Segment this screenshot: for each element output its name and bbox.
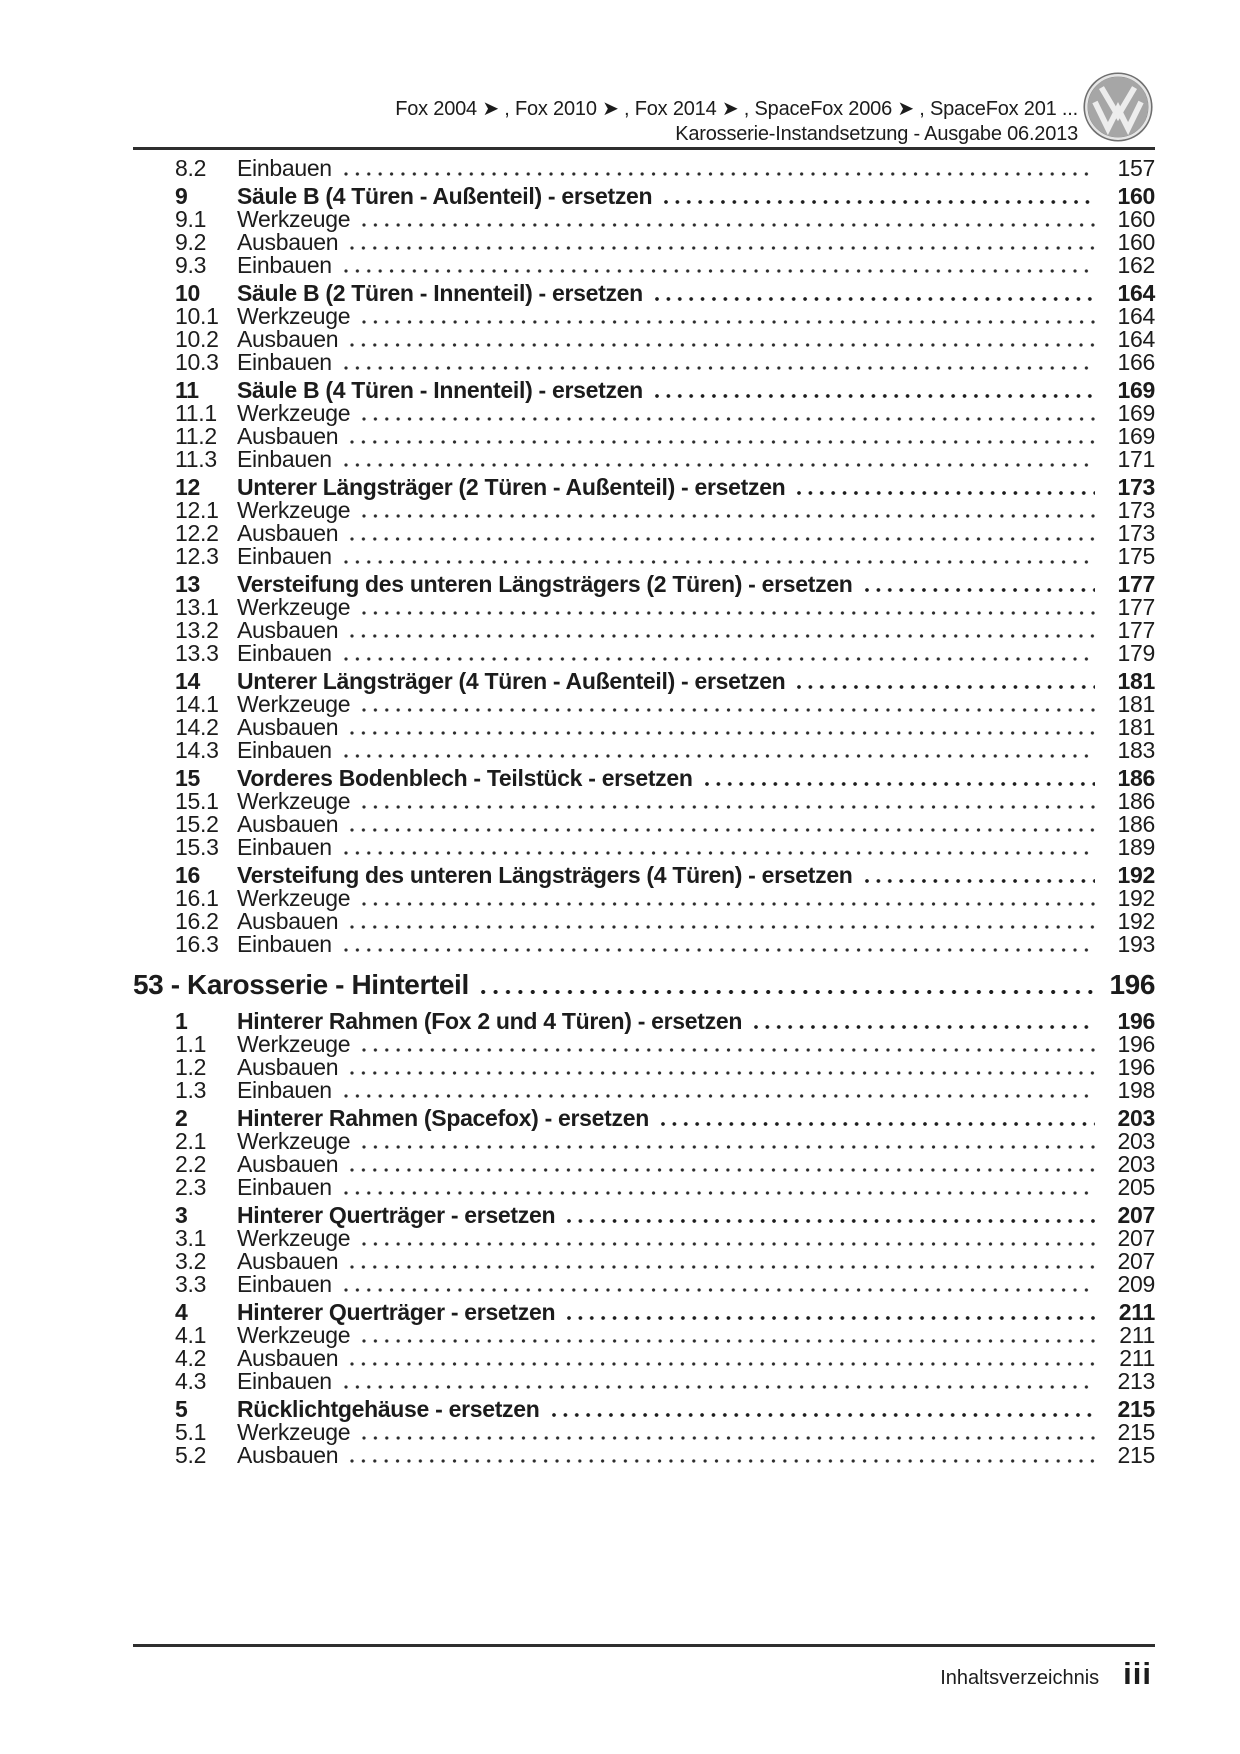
toc-entry-number: 9.1 [175, 206, 207, 232]
toc-row [133, 1056, 1155, 1079]
footer-rule [133, 1644, 1155, 1647]
toc-entry-title: Säule B (2 Türen - Innenteil) - ersetzen [237, 280, 643, 306]
toc-row [133, 282, 1155, 305]
toc-entry-number: 11.2 [175, 423, 217, 449]
toc-row [133, 642, 1155, 665]
toc-entry-title: Werkzeuge [237, 788, 351, 814]
toc-row [133, 864, 1155, 887]
toc-entry-page: 179 [1117, 640, 1155, 666]
dotted-leader [344, 366, 1095, 370]
toc-entry-number: 1.2 [175, 1054, 207, 1080]
toc-entry-page: 173 [1117, 474, 1155, 500]
toc-entry-title: 53 - Karosserie - Hinterteil [133, 969, 469, 1000]
toc-entry-page: 211 [1119, 1345, 1155, 1371]
toc-row [133, 499, 1155, 522]
toc-entry-page: 215 [1117, 1419, 1155, 1445]
toc-entry-number: 16.3 [175, 931, 219, 957]
dotted-leader [655, 394, 1095, 398]
dotted-leader [552, 1413, 1095, 1417]
dotted-leader [481, 990, 1095, 994]
toc-entry-title: Werkzeuge [237, 1419, 351, 1445]
toc-row [133, 573, 1155, 596]
toc-row [133, 1079, 1155, 1102]
toc-row [133, 1370, 1155, 1393]
toc-entry-title: Werkzeuge [237, 303, 351, 329]
toc-row [133, 1250, 1155, 1273]
toc-row [133, 1107, 1155, 1130]
toc-row [133, 790, 1155, 813]
toc-entry-page: 196 [1117, 1054, 1155, 1080]
toc-entry-number: 15.3 [175, 834, 219, 860]
toc-entry-number: 2.1 [175, 1128, 207, 1154]
dotted-leader [865, 879, 1095, 883]
toc-entry-page: 186 [1117, 765, 1155, 791]
toc-row [133, 185, 1155, 208]
dotted-leader [344, 1094, 1095, 1098]
toc-entry-title: Werkzeuge [237, 497, 351, 523]
toc-entry-number: 2 [175, 1105, 188, 1131]
toc-entry-page: 171 [1117, 446, 1155, 472]
toc-entry-number: 13.3 [175, 640, 219, 666]
toc-row [133, 739, 1155, 762]
toc-entry-number: 11.1 [175, 400, 217, 426]
toc-entry-page: 189 [1117, 834, 1155, 860]
toc-entry-title: Ausbauen [237, 1151, 339, 1177]
toc-entry-number: 11 [175, 377, 199, 403]
toc-row [133, 1301, 1155, 1324]
toc-entry-number: 16.2 [175, 908, 219, 934]
toc-entry-number: 15.2 [175, 811, 219, 837]
toc-entry-number: 8.2 [175, 155, 207, 181]
toc-entry-page: 192 [1117, 908, 1155, 934]
toc-entry-title: Einbauen [237, 155, 332, 181]
dotted-leader [797, 685, 1095, 689]
toc-entry-number: 12.1 [175, 497, 219, 523]
toc-row [133, 545, 1155, 568]
toc-entry-page: 162 [1117, 252, 1155, 278]
toc-entry-title: Einbauen [237, 931, 332, 957]
toc-entry-page: 173 [1117, 520, 1155, 546]
dotted-leader [344, 754, 1095, 758]
header-subtitle-line: Karosserie-Instandsetzung - Ausgabe 06.2013 [675, 123, 1078, 145]
toc-entry-page: 186 [1117, 788, 1155, 814]
toc-row [133, 1347, 1155, 1370]
toc-row [133, 1324, 1155, 1347]
toc-row [133, 157, 1155, 180]
dotted-leader [362, 417, 1095, 421]
toc-entry-title: Werkzeuge [237, 594, 351, 620]
dotted-leader [344, 851, 1095, 855]
dotted-leader [350, 1265, 1095, 1269]
toc-entry-number: 14.2 [175, 714, 219, 740]
toc-entry-title: Werkzeuge [237, 206, 351, 232]
toc-entry-title: Einbauen [237, 1174, 332, 1200]
toc-row [133, 1227, 1155, 1250]
toc-row [133, 1204, 1155, 1227]
toc-entry-title: Ausbauen [237, 1345, 339, 1371]
toc-entry-title: Einbauen [237, 446, 332, 472]
dotted-leader [362, 1436, 1095, 1440]
toc-row [133, 716, 1155, 739]
toc-entry-page: 203 [1117, 1105, 1155, 1131]
toc-entry-number: 16 [175, 862, 200, 888]
toc-entry-title: Unterer Längsträger (4 Türen - Außenteil) - ersetzen [237, 668, 786, 694]
toc-row [133, 1153, 1155, 1176]
toc-row [133, 305, 1155, 328]
toc-row [133, 351, 1155, 374]
toc-entry-page: 173 [1117, 497, 1155, 523]
toc-entry-number: 1.1 [175, 1031, 207, 1057]
toc-row [133, 1398, 1155, 1421]
toc-entry-title: Hinterer Querträger - ersetzen [237, 1202, 556, 1228]
dotted-leader [350, 828, 1095, 832]
dotted-leader [865, 588, 1095, 592]
toc-entry-page: 177 [1117, 594, 1155, 620]
dotted-leader [344, 1288, 1095, 1292]
dotted-leader [567, 1316, 1095, 1320]
toc-entry-number: 12.2 [175, 520, 219, 546]
toc-entry-number: 3.2 [175, 1248, 207, 1274]
toc-row [133, 1273, 1155, 1296]
dotted-leader [362, 1048, 1095, 1052]
toc-entry-page: 164 [1117, 303, 1155, 329]
dotted-leader [797, 491, 1095, 495]
toc-entry-page: 198 [1117, 1077, 1155, 1103]
toc-entry-title: Einbauen [237, 834, 332, 860]
toc-entry-page: 157 [1117, 155, 1155, 181]
toc-entry-page: 175 [1117, 543, 1155, 569]
toc-entry-title: Hinterer Rahmen (Spacefox) - ersetzen [237, 1105, 649, 1131]
toc-entry-title: Säule B (4 Türen - Innenteil) - ersetzen [237, 377, 643, 403]
toc-row [133, 933, 1155, 956]
toc-entry-number: 2.2 [175, 1151, 207, 1177]
toc-entry-number: 5.1 [175, 1419, 207, 1445]
toc-entry-number: 1.3 [175, 1077, 207, 1103]
dotted-leader [344, 172, 1095, 176]
toc-entry-title: Werkzeuge [237, 1322, 351, 1348]
dotted-leader [350, 440, 1095, 444]
toc-entry-title: Ausbauen [237, 617, 339, 643]
toc-entry-page: 203 [1117, 1128, 1155, 1154]
dotted-leader [350, 537, 1095, 541]
toc-entry-page: 177 [1117, 571, 1155, 597]
header-rule [133, 147, 1155, 150]
toc-entry-title: Versteifung des unteren Längsträgers (4 Türen) - ersetzen [237, 862, 853, 888]
toc-entry-number: 4.2 [175, 1345, 207, 1371]
toc-row [133, 522, 1155, 545]
toc-entry-title: Einbauen [237, 640, 332, 666]
dotted-leader [350, 1168, 1095, 1172]
dotted-leader [350, 1071, 1095, 1075]
toc-entry-title: Hinterer Rahmen (Fox 2 und 4 Türen) - ersetzen [237, 1008, 743, 1034]
toc-entry-page: 164 [1117, 280, 1155, 306]
toc-entry-title: Versteifung des unteren Längsträgers (2 Türen) - ersetzen [237, 571, 853, 597]
toc-entry-page: 181 [1117, 714, 1155, 740]
toc-entry-title: Ausbauen [237, 326, 339, 352]
toc-entry-title: Werkzeuge [237, 400, 351, 426]
toc-entry-title: Einbauen [237, 349, 332, 375]
toc-entry-title: Ausbauen [237, 1442, 339, 1468]
toc-entry-number: 9 [175, 183, 188, 209]
toc-entry-page: 196 [1109, 969, 1155, 1000]
toc-entry-title: Einbauen [237, 252, 332, 278]
dotted-leader [661, 1122, 1095, 1126]
toc-entry-number: 10.3 [175, 349, 219, 375]
toc-entry-title: Ausbauen [237, 908, 339, 934]
dotted-leader [362, 514, 1095, 518]
toc-entry-number: 10 [175, 280, 200, 306]
toc-row [133, 836, 1155, 859]
toc-entry-title: Ausbauen [237, 1248, 339, 1274]
toc-row [133, 1444, 1155, 1467]
toc-entry-number: 5 [175, 1396, 188, 1422]
dotted-leader [705, 782, 1095, 786]
toc-entry-number: 4.3 [175, 1368, 207, 1394]
toc-row [133, 425, 1155, 448]
toc-entry-number: 3 [175, 1202, 188, 1228]
toc-entry-number: 4 [175, 1299, 188, 1325]
toc-entry-title: Ausbauen [237, 423, 339, 449]
toc-row [133, 231, 1155, 254]
toc-row [133, 1176, 1155, 1199]
toc-entry-title: Einbauen [237, 737, 332, 763]
toc-entry-number: 16.1 [175, 885, 219, 911]
dotted-leader [362, 1145, 1095, 1149]
toc-entry-title: Werkzeuge [237, 1128, 351, 1154]
footer [940, 1656, 1152, 1692]
toc-row [133, 1130, 1155, 1153]
toc-entry-number: 5.2 [175, 1442, 207, 1468]
toc-entry-page: 183 [1117, 737, 1155, 763]
dotted-leader [344, 269, 1095, 273]
toc-entry-title: Einbauen [237, 543, 332, 569]
toc-entry-page: 192 [1117, 862, 1155, 888]
toc-entry-title: Unterer Längsträger (2 Türen - Außenteil) - ersetzen [237, 474, 786, 500]
toc-entry-page: 193 [1117, 931, 1155, 957]
toc-entry-title: Ausbauen [237, 811, 339, 837]
toc-entry-page: 205 [1117, 1174, 1155, 1200]
toc-row [133, 910, 1155, 933]
dotted-leader [664, 200, 1095, 204]
toc-entry-number: 15.1 [175, 788, 219, 814]
dotted-leader [344, 1191, 1095, 1195]
toc-row [133, 970, 1155, 1000]
dotted-leader [362, 1339, 1095, 1343]
dotted-leader [344, 1385, 1095, 1389]
dotted-leader [655, 297, 1095, 301]
dotted-leader [754, 1025, 1095, 1029]
toc-entry-number: 13.1 [175, 594, 219, 620]
toc-entry-number: 9.2 [175, 229, 207, 255]
toc-entry-number: 10.2 [175, 326, 219, 352]
dotted-leader [362, 611, 1095, 615]
dotted-leader [362, 1242, 1095, 1246]
dotted-leader [350, 731, 1095, 735]
toc-entry-page: 211 [1119, 1322, 1155, 1348]
dotted-leader [362, 902, 1095, 906]
volkswagen-logo-icon [1082, 71, 1154, 143]
toc-row [133, 693, 1155, 716]
toc-entry-number: 12.3 [175, 543, 219, 569]
toc-entry-page: 203 [1117, 1151, 1155, 1177]
toc-row [133, 379, 1155, 402]
toc-entry-page: 207 [1117, 1248, 1155, 1274]
toc-entry-number: 10.1 [175, 303, 219, 329]
toc-entry-number: 2.3 [175, 1174, 207, 1200]
toc-entry-number: 13.2 [175, 617, 219, 643]
toc-entry-number: 4.1 [175, 1322, 207, 1348]
toc-row [133, 813, 1155, 836]
toc-row [133, 476, 1155, 499]
toc-entry-page: 169 [1117, 423, 1155, 449]
toc-entry-title: Säule B (4 Türen - Außenteil) - ersetzen [237, 183, 653, 209]
footer-page-number: iii [1123, 1656, 1152, 1691]
toc-entry-title: Einbauen [237, 1368, 332, 1394]
toc-entry-number: 14.3 [175, 737, 219, 763]
toc-entry-number: 11.3 [175, 446, 217, 472]
toc-row [133, 1421, 1155, 1444]
toc-entry-page: 166 [1117, 349, 1155, 375]
toc-row [133, 596, 1155, 619]
dotted-leader [567, 1219, 1095, 1223]
toc-row [133, 670, 1155, 693]
toc-entry-title: Werkzeuge [237, 885, 351, 911]
toc-entry-title: Werkzeuge [237, 691, 351, 717]
toc-entry-title: Ausbauen [237, 1054, 339, 1080]
dotted-leader [344, 948, 1095, 952]
toc-entry-page: 160 [1117, 206, 1155, 232]
toc-row [133, 767, 1155, 790]
dotted-leader [350, 1362, 1095, 1366]
toc-entry-page: 192 [1117, 885, 1155, 911]
toc-entry-page: 169 [1117, 400, 1155, 426]
toc-row [133, 887, 1155, 910]
toc-entry-page: 207 [1117, 1225, 1155, 1251]
toc-row [133, 1010, 1155, 1033]
toc-entry-title: Hinterer Querträger - ersetzen [237, 1299, 556, 1325]
toc-entry-number: 14.1 [175, 691, 219, 717]
toc-entry-page: 215 [1117, 1442, 1155, 1468]
toc-entry-number: 14 [175, 668, 200, 694]
toc-entry-title: Rücklichtgehäuse - ersetzen [237, 1396, 540, 1422]
toc-entry-title: Ausbauen [237, 229, 339, 255]
toc-entry-number: 3.1 [175, 1225, 207, 1251]
dotted-leader [350, 925, 1095, 929]
toc-entry-page: 181 [1117, 668, 1155, 694]
dotted-leader [350, 634, 1095, 638]
toc-row [133, 448, 1155, 471]
toc-entry-number: 1 [175, 1008, 188, 1034]
dotted-leader [350, 246, 1095, 250]
toc-entry-title: Einbauen [237, 1077, 332, 1103]
toc-entry-page: 160 [1117, 229, 1155, 255]
toc-entry-page: 207 [1117, 1202, 1155, 1228]
dotted-leader [362, 708, 1095, 712]
toc-entry-page: 181 [1117, 691, 1155, 717]
toc-entry-page: 164 [1117, 326, 1155, 352]
dotted-leader [362, 223, 1095, 227]
toc-entry-page: 169 [1117, 377, 1155, 403]
dotted-leader [362, 805, 1095, 809]
toc-entry-page: 186 [1117, 811, 1155, 837]
toc-entry-number: 3.3 [175, 1271, 207, 1297]
toc-entry-number: 12 [175, 474, 200, 500]
toc-row [133, 619, 1155, 642]
dotted-leader [350, 1459, 1095, 1463]
toc-entry-page: 215 [1117, 1396, 1155, 1422]
toc-entry-number: 13 [175, 571, 200, 597]
toc-row [133, 208, 1155, 231]
toc-entry-number: 9.3 [175, 252, 207, 278]
footer-label: Inhaltsverzeichnis [940, 1667, 1100, 1689]
dotted-leader [344, 560, 1095, 564]
toc-row [133, 328, 1155, 351]
dotted-leader [350, 343, 1095, 347]
toc-entry-page: 209 [1117, 1271, 1155, 1297]
toc-row [133, 402, 1155, 425]
toc-entry-page: 160 [1117, 183, 1155, 209]
dotted-leader [362, 320, 1095, 324]
toc-row [133, 1033, 1155, 1056]
table-of-contents [133, 157, 1155, 1467]
toc-entry-title: Ausbauen [237, 520, 339, 546]
toc-entry-page: 196 [1117, 1031, 1155, 1057]
toc-entry-page: 211 [1118, 1299, 1155, 1325]
toc-entry-title: Vorderes Bodenblech - Teilstück - ersetzen [237, 765, 693, 791]
toc-entry-title: Werkzeuge [237, 1031, 351, 1057]
toc-entry-page: 213 [1117, 1368, 1155, 1394]
toc-entry-title: Einbauen [237, 1271, 332, 1297]
toc-entry-number: 15 [175, 765, 200, 791]
toc-entry-title: Ausbauen [237, 714, 339, 740]
toc-entry-title: Werkzeuge [237, 1225, 351, 1251]
dotted-leader [344, 463, 1095, 467]
header-models-line: Fox 2004 ➤ , Fox 2010 ➤ , Fox 2014 ➤ , SpaceFox 2006 ➤ , SpaceFox 201 ... [395, 98, 1078, 120]
dotted-leader [344, 657, 1095, 661]
toc-row [133, 254, 1155, 277]
toc-entry-page: 177 [1117, 617, 1155, 643]
toc-entry-page: 196 [1117, 1008, 1155, 1034]
